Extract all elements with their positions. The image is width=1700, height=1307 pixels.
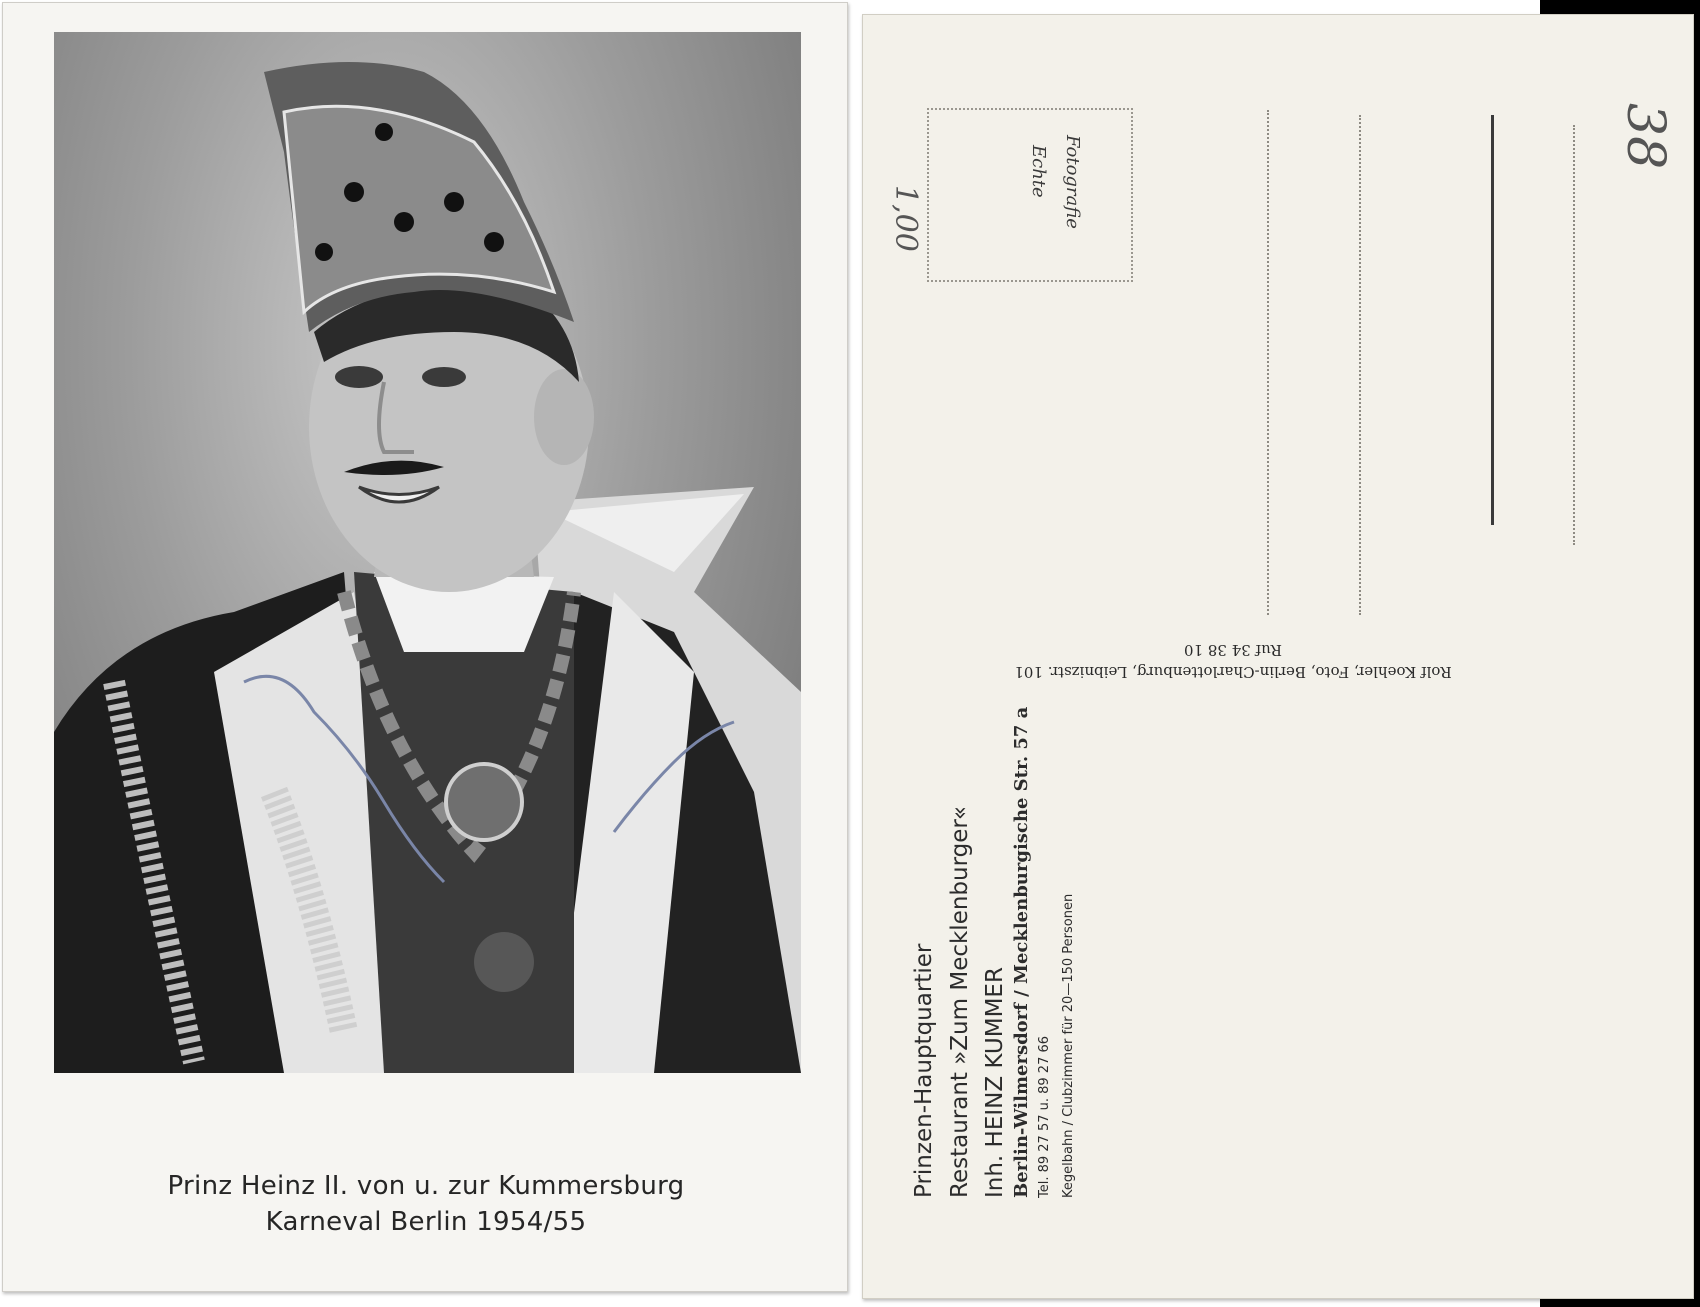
cap-jewel [315,243,333,261]
photographer-name: Rolf Koehler, Foto, Berlin-Charlottenburg, Leibnizstr. 101 [1014,663,1452,681]
pencil-price: 1,00 [888,185,923,252]
info-line-4: Berlin-Wilmersdorf / Mecklenburgische Str. 57 a [1011,706,1032,1198]
postcard-front [2,2,848,1292]
chain-medallion [446,764,522,840]
cap-jewel [394,212,414,232]
info-line-5: Tel. 89 27 57 u. 89 27 66 [1037,1035,1052,1198]
address-line [1359,115,1361,615]
cap-jewel [484,232,504,252]
pencil-number: 38 [1615,103,1675,170]
info-line-3: Inh. HEINZ KUMMER [982,967,1008,1198]
photographer-phone: Ruf 34 38 10 [1183,641,1283,659]
address-line [1491,115,1494,525]
info-line-6: Kegelbahn / Clubzimmer für 20—150 Personen [1061,893,1076,1198]
cap-jewel [444,192,464,212]
caption-title: Prinz Heinz II. von u. zur Kummersburg [167,1171,685,1201]
cap-jewel [375,123,393,141]
stamp-box-text-2: Fotografie [1062,135,1083,229]
address-line [1267,110,1269,615]
info-line-1: Prinzen-Hauptquartier [911,943,937,1198]
stamp-box-text-1: Echte [1028,145,1049,198]
portrait-photo [54,32,801,1073]
caption-subtitle: Karneval Berlin 1954/55 [265,1207,587,1237]
cap-jewel [344,182,364,202]
right-eye [422,367,466,387]
chain-pendant [474,932,534,992]
ear [534,369,594,465]
info-line-2: Restaurant »Zum Mecklenburger« [947,805,973,1198]
address-line [1573,125,1575,545]
portrait-illustration [54,32,801,1073]
postcard-back [862,14,1694,1299]
photographer-imprint [933,639,1533,683]
left-eye [335,366,383,388]
